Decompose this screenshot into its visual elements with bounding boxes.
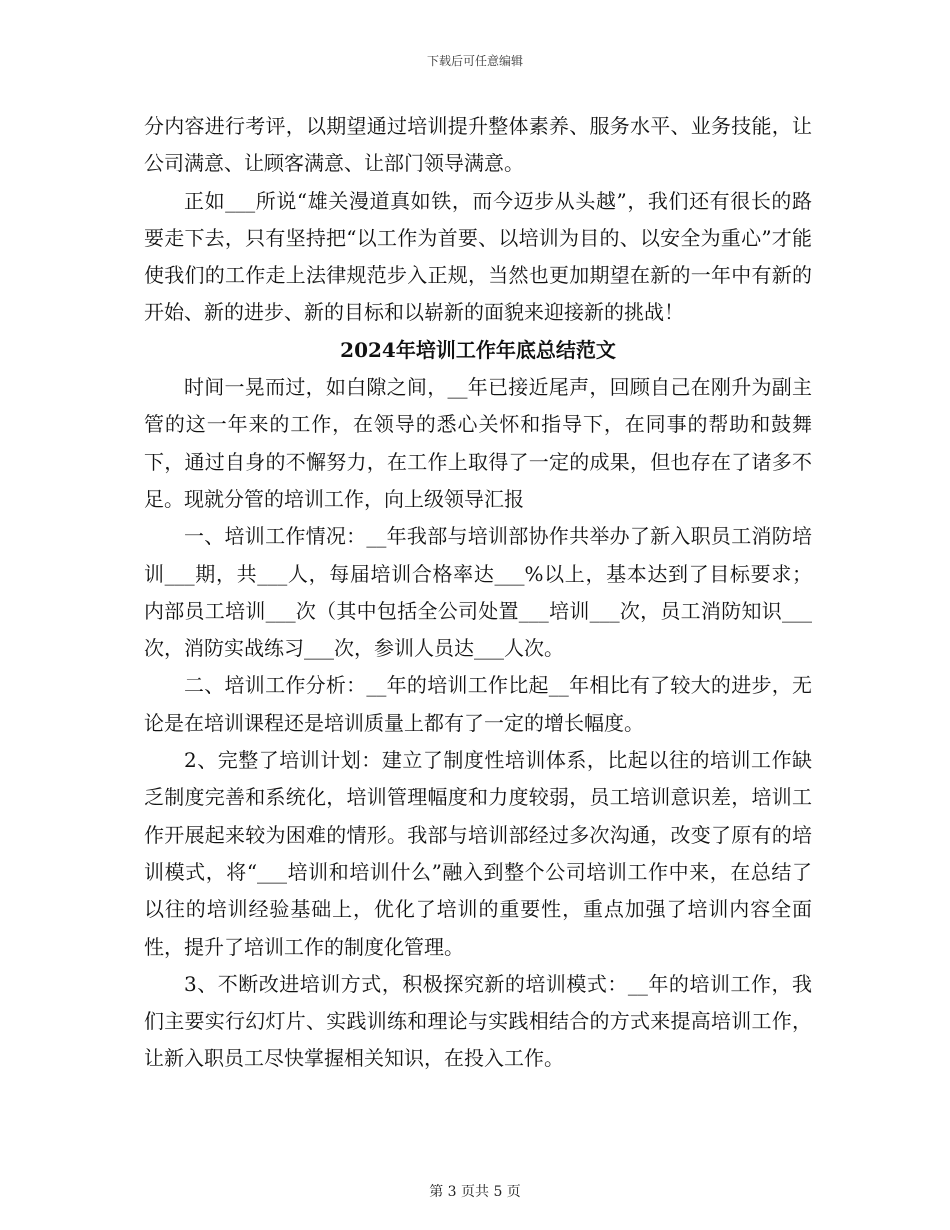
section-title: 2024年培训工作年底总结范文 — [340, 337, 616, 362]
paragraph: 正如___所说“雄关漫道真如铁，而今迈步从头越”，我们还有很长的路要走下去，只有坚持把“以工作为首要、以培训为目的、以安全为重心”才能使我们的工作走上法律规范步入正规，当然也更加期望在新的一年中有新的开始、新的进步、新的目标和以崭新的面貌来迎接新的挑战！ — [144, 188, 812, 325]
document-body — [144, 108, 812, 1078]
page-header: 下载后可任意编辑 — [426, 54, 523, 68]
paragraph: 时间一晃而过，如白隙之间，__年已接近尾声，回顾自己在刚升为副主管的这一年来的工作，在领导的悉心关怀和指导下，在同事的帮助和鼓舞下，通过自身的不懈努力，在工作上取得了一定的成果，但也存在了诸多不足。现就分管的培训工作，向上级领导汇报 — [144, 375, 812, 511]
paragraph: 一、培训工作情况：__年我部与培训部协作共举办了新入职员工消防培训___期，共___人，每届培训合格率达___%以上，基本达到了目标要求；内部员工培训___次（其中包括全公司处置___培训___次，员工消防知识___次，消防实战练习___次，参训人员达___人次。 — [144, 524, 812, 661]
page-footer: 第 3 页共 5 页 — [429, 1184, 521, 1200]
paragraph: 二、培训工作分析：__年的培训工作比起__年相比有了较大的进步，无论是在培训课程还是培训质量上都有了一定的增长幅度。 — [144, 673, 812, 735]
paragraph: 3、不断改进培训方式，积极探究新的培训模式：__年的培训工作，我们主要实行幻灯片、实践训练和理论与实践相结合的方式来提高培训工作，让新入职员工尽快掌握相关知识，在投入工作。 — [144, 971, 812, 1071]
paragraph: 2、完整了培训计划：建立了制度性培训体系，比起以往的培训工作缺乏制度完善和系统化，培训管理幅度和力度较弱，员工培训意识差，培训工作开展起来较为困难的情形。我部与培训部经过多次沟通，改变了原有的培训模式，将“___培训和培训什么”融入到整个公司培训工作中来，在总结了以往的培训经验基础上，优化了培训的重要性，重点加强了培训内容全面性，提升了培训工作的制度化管理。 — [144, 748, 812, 959]
paragraph: 分内容进行考评，以期望通过培训提升整体素养、服务水平、业务技能，让公司满意、让顾客满意、让部门领导满意。 — [144, 114, 812, 176]
